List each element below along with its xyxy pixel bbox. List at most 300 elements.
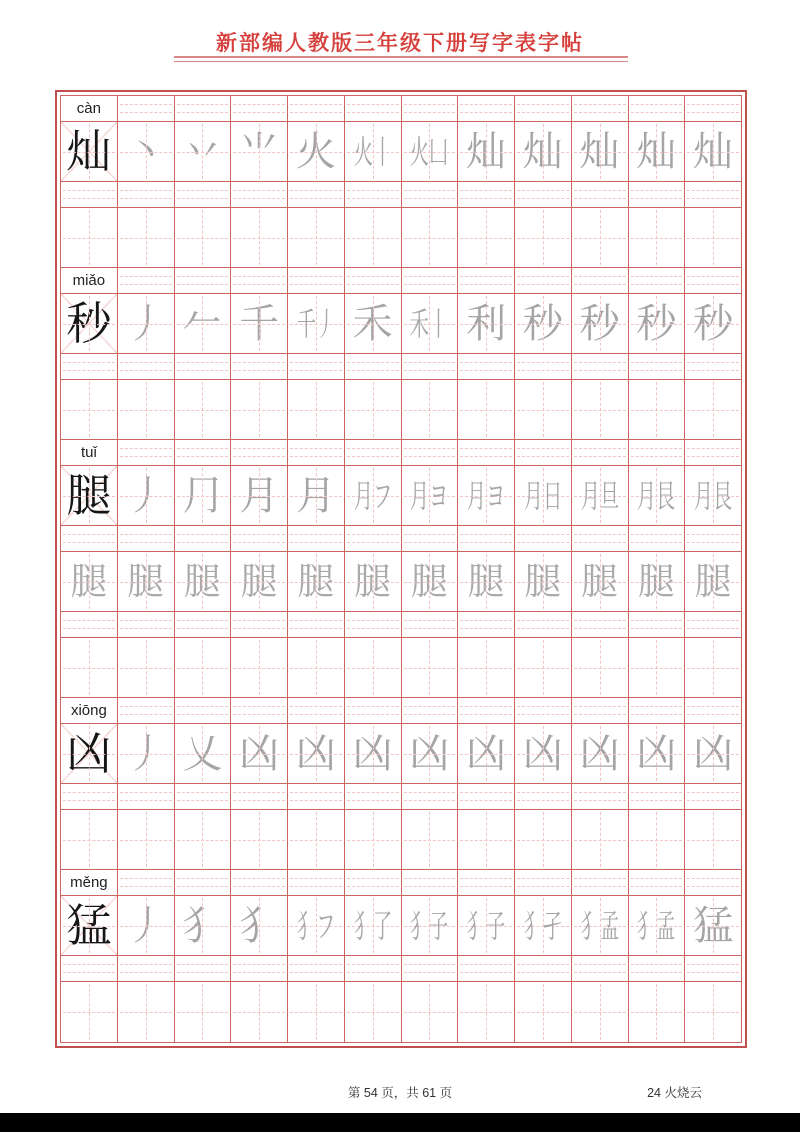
stroke-order-cell [175,896,232,956]
pinyin-guide-cell [515,182,572,208]
pinyin-guide-cell [175,956,232,982]
pinyin-cell [61,96,118,122]
pinyin-row [61,526,741,552]
pinyin-guide-cell [515,956,572,982]
character-glyph: 凶 [466,730,507,777]
pinyin-guide-cell [345,784,402,810]
pinyin-guide-cell [572,354,629,380]
pinyin-row [61,612,741,638]
pinyin-guide-cell [231,698,288,724]
empty-practice-cell [61,982,118,1042]
character-glyph: 腿 [70,560,108,603]
main-character-cell [61,724,118,784]
pinyin-guide-cell [629,526,686,552]
stroke-order-cell [515,294,572,354]
empty-practice-cell [458,638,515,698]
character-glyph: 犭孑 [523,906,563,945]
pinyin-guide-cell [175,526,232,552]
pinyin-guide-cell [629,698,686,724]
stroke-order-cell [231,466,288,526]
pinyin-row [61,956,741,982]
stroke-order-cell [345,466,402,526]
pinyin-guide-cell [231,956,288,982]
pinyin-guide-cell [629,354,686,380]
pinyin-guide-cell [629,96,686,122]
character-glyph: 灿 [466,128,507,175]
stroke-order-cell [572,466,629,526]
pinyin-guide-cell [231,612,288,638]
empty-practice-cell [175,208,232,268]
empty-practice-cell [231,982,288,1042]
pinyin-guide-cell [458,96,515,122]
empty-practice-cell [629,380,686,440]
empty-practice-cell [231,380,288,440]
character-row [61,380,741,440]
pinyin-guide-cell [61,182,118,208]
pinyin-guide-cell [458,268,515,294]
pinyin-guide-cell [288,526,345,552]
pinyin-guide-cell [572,612,629,638]
stroke-order-cell [175,294,232,354]
pinyin-guide-cell [231,870,288,896]
empty-practice-cell [175,380,232,440]
practice-grid-frame [55,90,747,1048]
trace-practice-cell [345,552,402,612]
stroke-order-cell [118,724,175,784]
pinyin-guide-cell [231,182,288,208]
character-glyph: 月フ [353,476,392,515]
character-glyph: 腿 [637,560,675,603]
pinyin-row [61,182,741,208]
pinyin-guide-cell [402,268,459,294]
empty-practice-cell [572,810,629,870]
pinyin-guide-cell [345,956,402,982]
trace-practice-cell [515,552,572,612]
pinyin-guide-cell [629,268,686,294]
trace-practice-cell [175,552,232,612]
character-row [61,466,741,526]
pinyin-guide-cell [231,354,288,380]
empty-practice-cell [402,380,459,440]
character-glyph: 丿 [125,300,166,347]
empty-practice-cell [402,982,459,1042]
character-glyph: 腿 [410,560,448,603]
stroke-order-cell [572,724,629,784]
character-glyph: 火 [295,128,336,175]
pinyin-guide-cell [685,698,741,724]
stroke-order-cell [685,122,741,182]
pinyin-guide-cell [118,784,175,810]
pinyin-text: miǎo [72,272,106,289]
character-glyph: 凶 [579,730,620,777]
stroke-order-cell [231,294,288,354]
main-character-cell [61,466,118,526]
stroke-order-cell [402,896,459,956]
empty-practice-cell [685,810,741,870]
character-glyph: 火凵 [410,132,449,171]
stroke-order-cell [288,896,345,956]
pinyin-guide-cell [288,354,345,380]
pinyin-guide-cell [402,784,459,810]
stroke-order-cell [685,724,741,784]
empty-practice-cell [685,208,741,268]
pinyin-guide-cell [402,526,459,552]
stroke-order-cell [572,122,629,182]
pinyin-guide-cell [175,96,232,122]
character-glyph: ⺌ [239,128,280,175]
stroke-order-cell [402,466,459,526]
character-glyph: 犭了 [353,906,392,945]
pinyin-guide-cell [685,96,741,122]
empty-practice-cell [61,810,118,870]
pinyin-guide-cell [231,96,288,122]
pinyin-guide-cell [572,268,629,294]
empty-practice-cell [572,380,629,440]
pinyin-guide-cell [458,354,515,380]
pinyin-guide-cell [572,956,629,982]
title-underline [174,56,628,62]
main-character-cell [61,122,118,182]
stroke-order-cell [175,122,232,182]
empty-practice-cell [458,810,515,870]
pinyin-guide-cell [345,870,402,896]
pinyin-guide-cell [175,268,232,294]
character-glyph: 月 [295,472,336,519]
pinyin-guide-cell [685,784,741,810]
character-glyph: 禾丨 [410,304,449,343]
empty-practice-cell [402,810,459,870]
pinyin-guide-cell [402,182,459,208]
pinyin-guide-cell [118,526,175,552]
stroke-order-cell [515,896,572,956]
pinyin-guide-cell [685,956,741,982]
pinyin-guide-cell [515,268,572,294]
character-glyph: 腿 [297,560,335,603]
character-glyph: 月艮 [693,476,733,515]
trace-practice-cell [118,552,175,612]
empty-practice-cell [118,208,175,268]
character-glyph: 乂 [182,730,223,777]
character-glyph: 凶 [239,730,280,777]
pinyin-guide-cell [118,440,175,466]
character-row [61,810,741,870]
pinyin-guide-cell [629,612,686,638]
character-glyph: 腿 [127,560,165,603]
trace-practice-cell [231,552,288,612]
empty-practice-cell [118,638,175,698]
empty-practice-cell [118,982,175,1042]
pinyin-guide-cell [175,870,232,896]
stroke-order-cell [685,466,741,526]
pinyin-guide-cell [118,182,175,208]
character-glyph: 腿 [183,560,221,603]
pinyin-guide-cell [175,612,232,638]
empty-practice-cell [515,638,572,698]
pinyin-guide-cell [345,526,402,552]
stroke-order-cell [572,294,629,354]
character-row [61,638,741,698]
pinyin-guide-cell [175,354,232,380]
stroke-order-cell [402,294,459,354]
stroke-order-cell [685,896,741,956]
stroke-order-cell [288,294,345,354]
pinyin-guide-cell [515,870,572,896]
character-glyph: 灿 [693,128,734,175]
pinyin-guide-cell [288,182,345,208]
pinyin-guide-cell [572,870,629,896]
trace-practice-cell [61,552,118,612]
character-glyph: 凶 [636,730,677,777]
empty-practice-cell [685,982,741,1042]
pinyin-guide-cell [685,526,741,552]
pinyin-guide-cell [629,182,686,208]
character-glyph: 秒 [693,300,734,347]
stroke-order-cell [458,896,515,956]
character-glyph: 月艮 [637,476,676,515]
pinyin-guide-cell [345,612,402,638]
stroke-order-cell [402,724,459,784]
empty-practice-cell [288,380,345,440]
stroke-order-cell [572,896,629,956]
character-glyph: 利 [466,300,507,347]
pinyin-guide-cell [458,440,515,466]
pinyin-guide-cell [288,440,345,466]
character-glyph: 凶 [693,730,734,777]
character-glyph: 凶 [409,730,450,777]
pinyin-cell [61,268,118,294]
pinyin-guide-cell [345,268,402,294]
pinyin-guide-cell [685,182,741,208]
character-glyph: 犭子 [410,906,449,945]
empty-practice-cell [685,380,741,440]
character-glyph: 灿 [636,128,677,175]
empty-practice-cell [458,208,515,268]
empty-practice-cell [288,638,345,698]
character-glyph: 猛 [66,899,112,952]
pinyin-guide-cell [288,784,345,810]
pinyin-row [61,784,741,810]
character-glyph: 腿 [467,560,505,603]
pinyin-guide-cell [231,784,288,810]
pinyin-guide-cell [402,870,459,896]
character-glyph: 灿 [66,125,112,178]
pinyin-guide-cell [572,96,629,122]
pinyin-text: měng [70,874,108,891]
trace-practice-cell [402,552,459,612]
pinyin-text: tuǐ [80,444,97,461]
pinyin-guide-cell [345,182,402,208]
stroke-order-cell [515,122,572,182]
pinyin-guide-cell [288,612,345,638]
pinyin-guide-cell [288,870,345,896]
pinyin-guide-cell [402,612,459,638]
stroke-order-cell [288,466,345,526]
pinyin-guide-cell [515,698,572,724]
stroke-order-cell [629,466,686,526]
empty-practice-cell [515,810,572,870]
empty-practice-cell [685,638,741,698]
stroke-order-cell [175,466,232,526]
empty-practice-cell [231,810,288,870]
pinyin-guide-cell [288,268,345,294]
empty-practice-cell [572,638,629,698]
empty-practice-cell [629,810,686,870]
pinyin-guide-cell [572,698,629,724]
pinyin-guide-cell [288,956,345,982]
pinyin-cell [61,870,118,896]
character-glyph: 𠂉 [182,300,223,347]
empty-practice-cell [288,982,345,1042]
stroke-order-cell [288,122,345,182]
stroke-order-cell [231,122,288,182]
stroke-order-cell [231,896,288,956]
stroke-order-cell [118,896,175,956]
stroke-order-cell [345,122,402,182]
pinyin-guide-cell [231,268,288,294]
pinyin-guide-cell [118,612,175,638]
pinyin-guide-cell [458,182,515,208]
character-glyph: 月旦 [580,476,619,515]
stroke-order-cell [515,466,572,526]
empty-practice-cell [118,810,175,870]
empty-practice-cell [118,380,175,440]
empty-practice-cell [572,982,629,1042]
character-row [61,294,741,354]
character-glyph: 月 [239,472,280,519]
pinyin-row [61,268,741,294]
pinyin-guide-cell [402,354,459,380]
pinyin-cell [61,440,118,466]
pinyin-guide-cell [685,268,741,294]
stroke-order-cell [175,724,232,784]
character-glyph: 火丨 [353,132,392,171]
stroke-order-cell [118,294,175,354]
character-glyph: 月ヨ [466,476,506,515]
pinyin-guide-cell [61,526,118,552]
pinyin-guide-cell [458,956,515,982]
pinyin-guide-cell [118,956,175,982]
trace-practice-cell [288,552,345,612]
pinyin-guide-cell [61,956,118,982]
pinyin-guide-cell [61,784,118,810]
pinyin-guide-cell [685,440,741,466]
pinyin-guide-cell [515,354,572,380]
empty-practice-cell [288,208,345,268]
pinyin-guide-cell [118,96,175,122]
pinyin-guide-cell [231,526,288,552]
pinyin-guide-cell [458,784,515,810]
empty-practice-cell [345,810,402,870]
pinyin-guide-cell [288,698,345,724]
pinyin-guide-cell [345,698,402,724]
empty-practice-cell [629,638,686,698]
character-glyph: 腿 [354,560,392,603]
character-glyph: ⺆ [182,472,223,519]
character-glyph: 腿 [524,560,562,603]
pinyin-guide-cell [685,870,741,896]
pinyin-guide-cell [175,784,232,810]
pinyin-guide-cell [118,870,175,896]
pinyin-guide-cell [629,870,686,896]
stroke-order-cell [345,294,402,354]
empty-practice-cell [345,982,402,1042]
character-glyph: 丿 [125,902,166,949]
pinyin-guide-cell [629,956,686,982]
empty-practice-cell [629,208,686,268]
stroke-order-cell [118,122,175,182]
character-glyph: ⺨ [182,902,223,949]
character-glyph: 秒 [522,300,563,347]
stroke-order-cell [118,466,175,526]
pinyin-guide-cell [175,182,232,208]
character-glyph: 秒 [579,300,620,347]
pinyin-guide-cell [288,96,345,122]
character-glyph: 月日 [523,476,563,515]
stroke-order-cell [458,294,515,354]
character-row [61,552,741,612]
pinyin-guide-cell [118,354,175,380]
pinyin-guide-cell [572,784,629,810]
empty-practice-cell [629,982,686,1042]
page-title: 新部编人教版三年级下册写字表字帖 [216,32,584,55]
trace-practice-cell [685,552,741,612]
empty-practice-cell [515,208,572,268]
stroke-order-cell [629,724,686,784]
main-character-cell [61,294,118,354]
character-glyph: 犭フ [296,906,336,945]
footer-page-info: 第 54 页，共 61 页 [347,1086,453,1100]
pinyin-guide-cell [515,784,572,810]
character-row [61,208,741,268]
pinyin-text: xiōng [70,702,107,719]
pinyin-guide-cell [175,440,232,466]
character-glyph: 千丿 [296,304,336,343]
pinyin-guide-cell [175,698,232,724]
character-glyph: 千 [239,300,280,347]
pinyin-guide-cell [629,440,686,466]
empty-practice-cell [515,380,572,440]
character-row [61,896,741,956]
trace-practice-cell [629,552,686,612]
character-glyph: 凶 [522,730,563,777]
character-glyph: 犭 [239,902,280,949]
character-glyph: 丿 [125,472,166,519]
character-glyph: 灿 [579,128,620,175]
character-glyph: 腿 [581,560,619,603]
empty-practice-cell [175,982,232,1042]
character-glyph: 丷 [182,128,223,175]
empty-practice-cell [402,638,459,698]
pinyin-row [61,96,741,122]
footer-lesson-title: 24 火烧云 [647,1086,702,1100]
character-glyph: 腿 [240,560,278,603]
character-glyph: 犭孟 [637,906,676,945]
pinyin-guide-cell [515,612,572,638]
stroke-order-cell [345,724,402,784]
pinyin-guide-cell [458,526,515,552]
empty-practice-cell [345,380,402,440]
pinyin-row [61,870,741,896]
pinyin-guide-cell [572,440,629,466]
pinyin-guide-cell [402,96,459,122]
stroke-order-cell [515,724,572,784]
pinyin-guide-cell [458,870,515,896]
stroke-order-cell [288,724,345,784]
empty-practice-cell [61,638,118,698]
stroke-order-cell [458,122,515,182]
character-glyph: 凶 [295,730,336,777]
pinyin-row [61,354,741,380]
